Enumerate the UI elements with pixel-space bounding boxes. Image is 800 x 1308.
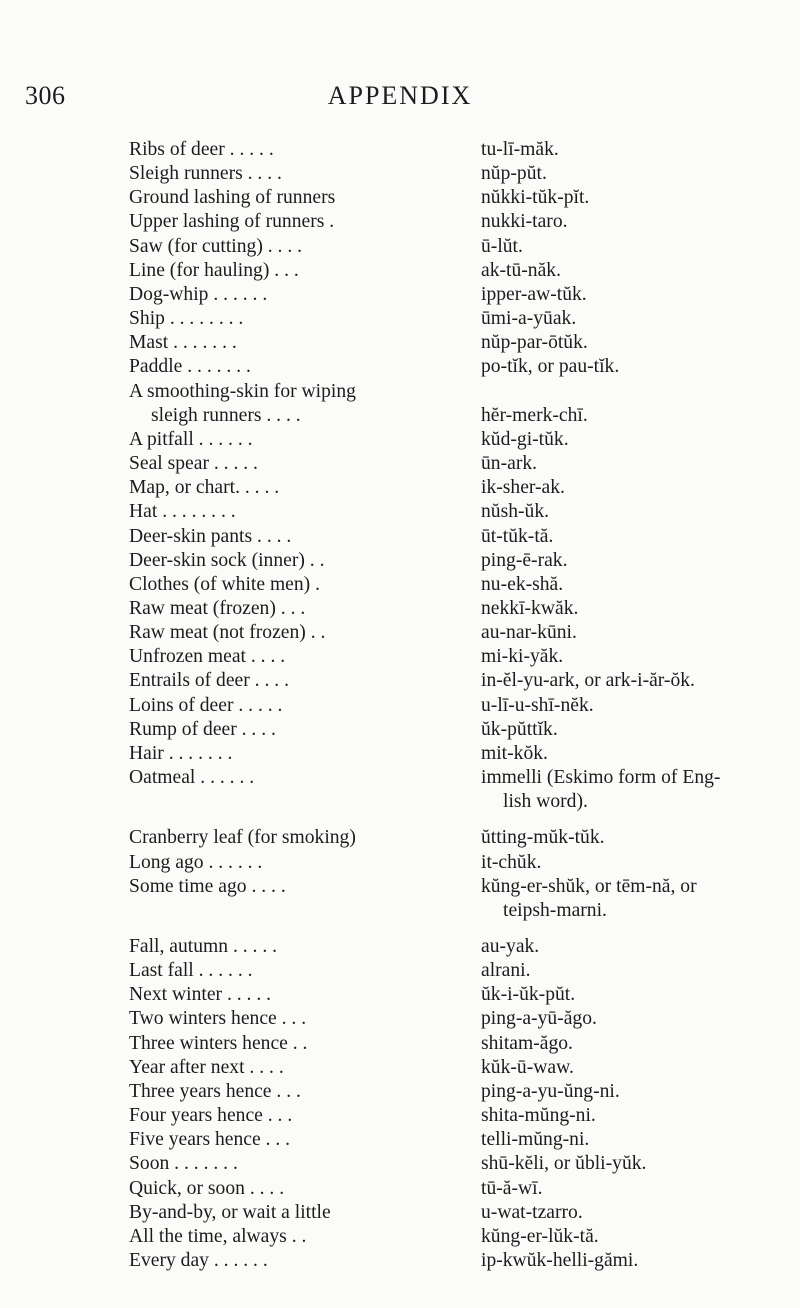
english-term-line: Two winters hence . . . [129, 1008, 307, 1030]
english-term [129, 959, 481, 983]
eskimo-word [481, 1225, 781, 1249]
eskimo-word-line: nukki-taro. [481, 211, 568, 233]
eskimo-word-line: nŭp-par-ōtŭk. [481, 332, 588, 354]
english-term [129, 669, 481, 693]
english-term-line: Saw (for cutting) . . . . [129, 235, 303, 257]
eskimo-word [481, 162, 781, 186]
eskimo-word [481, 1177, 781, 1201]
eskimo-word-line: shitam-ăgo. [481, 1032, 573, 1054]
eskimo-word-line: po-tĭk, or pau-tĭk. [481, 356, 620, 378]
glossary-entry [129, 573, 779, 597]
english-term [129, 935, 481, 959]
english-term [129, 1152, 481, 1176]
english-term-line: Ribs of deer . . . . . [129, 139, 274, 160]
eskimo-word-line: au-yak. [481, 936, 540, 957]
glossary-entry [129, 355, 779, 379]
english-term [129, 525, 481, 549]
eskimo-word-line: ipper-aw-tŭk. [481, 283, 587, 305]
english-term [129, 500, 481, 524]
eskimo-word-line: kŭk-ū-waw. [481, 1056, 574, 1078]
english-term [129, 621, 481, 645]
eskimo-word-line: u-lī-u-shī-nĕk. [481, 694, 594, 716]
glossary-entry [129, 621, 779, 645]
eskimo-word [481, 573, 781, 597]
english-term [129, 1225, 481, 1249]
english-term [129, 452, 481, 476]
eskimo-word [481, 380, 781, 428]
english-term [129, 1056, 481, 1080]
eskimo-word [481, 983, 781, 1007]
english-term-line: Oatmeal . . . . . . [129, 767, 255, 789]
english-term-line: Hair . . . . . . . [129, 742, 233, 764]
english-term-line: Three years hence . . . [129, 1080, 301, 1102]
english-term-line: Three winters hence . . [129, 1032, 308, 1054]
eskimo-word [481, 875, 781, 923]
eskimo-word-line: ik-sher-ak. [481, 477, 565, 499]
eskimo-word [481, 826, 781, 850]
glossary-entry [129, 380, 779, 428]
glossary-entry [129, 645, 779, 669]
eskimo-word [481, 935, 781, 959]
english-term [129, 1032, 481, 1056]
english-term [129, 851, 481, 875]
eskimo-word-line: it-chŭk. [481, 851, 542, 873]
english-term-line: Paddle . . . . . . . [129, 356, 251, 378]
eskimo-word [481, 210, 781, 234]
eskimo-word-line: ŭk-pŭttĭk. [481, 718, 558, 740]
eskimo-word [481, 428, 781, 452]
english-term [129, 826, 481, 850]
eskimo-word [481, 645, 781, 669]
eskimo-word [481, 549, 781, 573]
eskimo-word [481, 669, 781, 693]
eskimo-word [481, 1152, 781, 1176]
glossary-entry [129, 186, 779, 210]
english-term-line: Line (for hauling) . . . [129, 259, 299, 281]
eskimo-word-line: ip-kwŭk-helli-gămi. [481, 1250, 639, 1272]
english-term-line: Four years hence . . . [129, 1105, 293, 1127]
eskimo-word [481, 452, 781, 476]
glossary-entry [129, 162, 779, 186]
eskimo-word-line: kŭd-gi-tŭk. [481, 428, 569, 450]
english-term-line: Clothes (of white men) . [129, 573, 321, 595]
eskimo-word [481, 621, 781, 645]
eskimo-word [481, 1056, 781, 1080]
eskimo-word [481, 1032, 781, 1056]
english-term [129, 694, 481, 718]
english-term-line: Sleigh runners . . . . [129, 163, 282, 185]
glossary-entry [129, 307, 779, 331]
glossary-entry [129, 1177, 779, 1201]
eskimo-word [481, 1104, 781, 1128]
english-term [129, 1007, 481, 1031]
english-term [129, 766, 481, 790]
english-term-line: Deer-skin pants . . . . [129, 525, 292, 547]
glossary-entry [129, 549, 779, 573]
eskimo-word [481, 1201, 781, 1225]
english-term [129, 1249, 481, 1273]
english-term-line: Long ago . . . . . . [129, 851, 263, 873]
english-term-line: Upper lashing of runners . [129, 211, 335, 233]
glossary-entry [129, 331, 779, 355]
english-term [129, 162, 481, 186]
eskimo-word-line: shita-mŭng-ni. [481, 1105, 596, 1127]
eskimo-word [481, 742, 781, 766]
eskimo-word-line: u-wat-tzarro. [481, 1201, 583, 1223]
english-term-line: Map, or chart. . . . . [129, 477, 280, 499]
glossary-entry [129, 1152, 779, 1176]
english-term-line: Mast . . . . . . . [129, 332, 237, 354]
eskimo-word [481, 1249, 781, 1273]
eskimo-word [481, 355, 781, 379]
glossary-entry [129, 1128, 779, 1152]
eskimo-word-line: ŭk-i-ŭk-pŭt. [481, 984, 576, 1006]
english-term-line: Unfrozen meat . . . . [129, 646, 286, 668]
eskimo-word [481, 851, 781, 875]
running-head: APPENDIX [327, 81, 473, 110]
eskimo-word-line: mi-ki-yăk. [481, 646, 564, 668]
english-term [129, 331, 481, 355]
glossary-entry [129, 742, 779, 766]
eskimo-word [481, 1080, 781, 1104]
eskimo-word-line: tū-ă-wī. [481, 1177, 543, 1199]
glossary-entry [129, 959, 779, 983]
section-gap [129, 923, 779, 935]
glossary-entry [129, 983, 779, 1007]
english-term-line: Ground lashing of runners [129, 187, 336, 209]
english-term [129, 718, 481, 742]
english-term [129, 875, 481, 899]
english-term-line: Loins of deer . . . . . [129, 694, 283, 716]
eskimo-word-line: nŭp-pŭt. [481, 163, 547, 185]
english-term-line: Dog-whip . . . . . . [129, 283, 268, 305]
english-term [129, 307, 481, 331]
eskimo-word-line: in-ĕl-yu-ark, or ark-i-ăr-ŏk. [481, 670, 695, 692]
glossary-entry [129, 138, 779, 162]
eskimo-word-line: ū-lŭt. [481, 235, 523, 257]
english-term-line: Raw meat (frozen) . . . [129, 597, 306, 619]
english-term [129, 1128, 481, 1152]
glossary-entry [129, 669, 779, 693]
english-term-line: A pitfall . . . . . . [129, 428, 253, 450]
english-term [129, 476, 481, 500]
glossary-list [129, 138, 779, 1273]
glossary-entry [129, 718, 779, 742]
english-term [129, 1080, 481, 1104]
english-term-line: Ship . . . . . . . . [129, 308, 244, 330]
english-term-line: A smoothing-skin for wiping [129, 380, 356, 402]
english-term-line: sleigh runners . . . . [151, 404, 301, 426]
eskimo-word-line: ak-tū-năk. [481, 259, 561, 281]
glossary-entry [129, 1007, 779, 1031]
eskimo-word-line: ūn-ark. [481, 453, 538, 475]
section-gap [129, 814, 779, 826]
eskimo-word-line: ping-ē-rak. [481, 549, 568, 571]
eskimo-word [481, 1128, 781, 1152]
glossary-entry [129, 259, 779, 283]
english-term [129, 283, 481, 307]
eskimo-word [481, 283, 781, 307]
eskimo-word-line: alrani. [481, 960, 531, 982]
eskimo-word [481, 500, 781, 524]
english-term [129, 428, 481, 452]
eskimo-word-line: nŭsh-ŭk. [481, 501, 550, 523]
english-term-line: Soon . . . . . . . [129, 1153, 238, 1175]
eskimo-word-line: ūmi-a-yūak. [481, 308, 577, 330]
english-term-line: Deer-skin sock (inner) . . [129, 549, 325, 571]
eskimo-word [481, 694, 781, 718]
eskimo-word [481, 525, 781, 549]
glossary-entry [129, 235, 779, 259]
english-term-line: Five years hence . . . [129, 1129, 291, 1151]
eskimo-word-line: nu-ek-shă. [481, 573, 564, 595]
eskimo-word-line [481, 380, 781, 404]
english-term-line: All the time, always . . [129, 1225, 307, 1247]
english-term-line: Last fall . . . . . . [129, 960, 253, 982]
glossary-entry [129, 500, 779, 524]
eskimo-word [481, 476, 781, 500]
english-term-line: Raw meat (not frozen) . . [129, 622, 326, 644]
english-term [129, 259, 481, 283]
english-term-line: Next winter . . . . . [129, 984, 272, 1006]
english-term-line: Rump of deer . . . . [129, 718, 276, 740]
english-term [129, 138, 481, 162]
glossary-entry [129, 1080, 779, 1104]
eskimo-word-line: nekkī-kwăk. [481, 597, 579, 619]
glossary-entry [129, 428, 779, 452]
glossary-entry [129, 1249, 779, 1273]
english-term-line: Every day . . . . . . [129, 1250, 268, 1272]
english-term [129, 742, 481, 766]
glossary-entry [129, 597, 779, 621]
eskimo-word-line: tu-lī-măk. [481, 139, 559, 160]
eskimo-word-line: immelli (Eskimo form of Eng- [481, 767, 721, 789]
glossary-entry [129, 476, 779, 500]
glossary-entry [129, 1032, 779, 1056]
eskimo-word [481, 718, 781, 742]
eskimo-word [481, 186, 781, 210]
glossary-entry [129, 694, 779, 718]
english-term-line: Fall, autumn . . . . . [129, 936, 278, 957]
eskimo-word [481, 138, 781, 162]
glossary-entry [129, 1201, 779, 1225]
english-term [129, 549, 481, 573]
eskimo-word-line: kŭng-er-lŭk-tă. [481, 1225, 599, 1247]
eskimo-word-line: kŭng-er-shŭk, or tēm-nă, or [481, 875, 697, 897]
english-term-line: Quick, or soon . . . . [129, 1177, 285, 1199]
english-term [129, 186, 481, 210]
eskimo-word-line: telli-mŭng-ni. [481, 1129, 590, 1151]
eskimo-word-line: mit-kŏk. [481, 742, 548, 764]
english-term [129, 235, 481, 259]
eskimo-word-line: teipsh-marni. [503, 899, 607, 921]
english-term-line: Hat . . . . . . . . [129, 501, 236, 523]
eskimo-word-line: ŭtting-mŭk-tŭk. [481, 827, 605, 849]
eskimo-word [481, 259, 781, 283]
eskimo-word [481, 331, 781, 355]
glossary-entry [129, 283, 779, 307]
english-term [129, 983, 481, 1007]
english-term [129, 1201, 481, 1225]
english-term [129, 1104, 481, 1128]
glossary-entry [129, 210, 779, 234]
eskimo-word-line: hĕr-merk-chī. [481, 404, 588, 426]
glossary-entry [129, 1225, 779, 1249]
eskimo-word-line: ping-a-yu-ŭng-ni. [481, 1080, 620, 1102]
english-term [129, 1177, 481, 1201]
glossary-entry [129, 1104, 779, 1128]
eskimo-word [481, 597, 781, 621]
english-term-line: Year after next . . . . [129, 1056, 284, 1078]
english-term [129, 210, 481, 234]
english-term [129, 573, 481, 597]
glossary-entry [129, 766, 779, 814]
english-term-line: By-and-by, or wait a little [129, 1201, 331, 1223]
glossary-entry [129, 452, 779, 476]
page-number: 306 [25, 81, 66, 110]
english-term [129, 645, 481, 669]
glossary-entry [129, 826, 779, 850]
eskimo-word-line: shū-kĕli, or ŭbli-yŭk. [481, 1153, 647, 1175]
eskimo-word [481, 307, 781, 331]
glossary-entry [129, 525, 779, 549]
eskimo-word [481, 1007, 781, 1031]
glossary-entry [129, 935, 779, 959]
eskimo-word-line: ūt-tŭk-tă. [481, 525, 554, 547]
glossary-entry [129, 875, 779, 923]
english-term [129, 380, 481, 428]
english-term-line: Some time ago . . . . [129, 875, 286, 897]
glossary-entry [129, 1056, 779, 1080]
english-term-line: Seal spear . . . . . [129, 453, 258, 475]
glossary-entry [129, 851, 779, 875]
eskimo-word [481, 235, 781, 259]
eskimo-word-line: lish word). [503, 791, 588, 813]
eskimo-word-line: ping-a-yū-ăgo. [481, 1008, 597, 1030]
eskimo-word [481, 959, 781, 983]
english-term [129, 597, 481, 621]
english-term-line: Cranberry leaf (for smoking) [129, 827, 356, 849]
eskimo-word-line: nŭkki-tŭk-pĭt. [481, 187, 590, 209]
english-term-line: Entrails of deer . . . . [129, 670, 289, 692]
eskimo-word [481, 766, 781, 814]
english-term [129, 355, 481, 379]
eskimo-word-line: au-nar-kūni. [481, 622, 577, 644]
